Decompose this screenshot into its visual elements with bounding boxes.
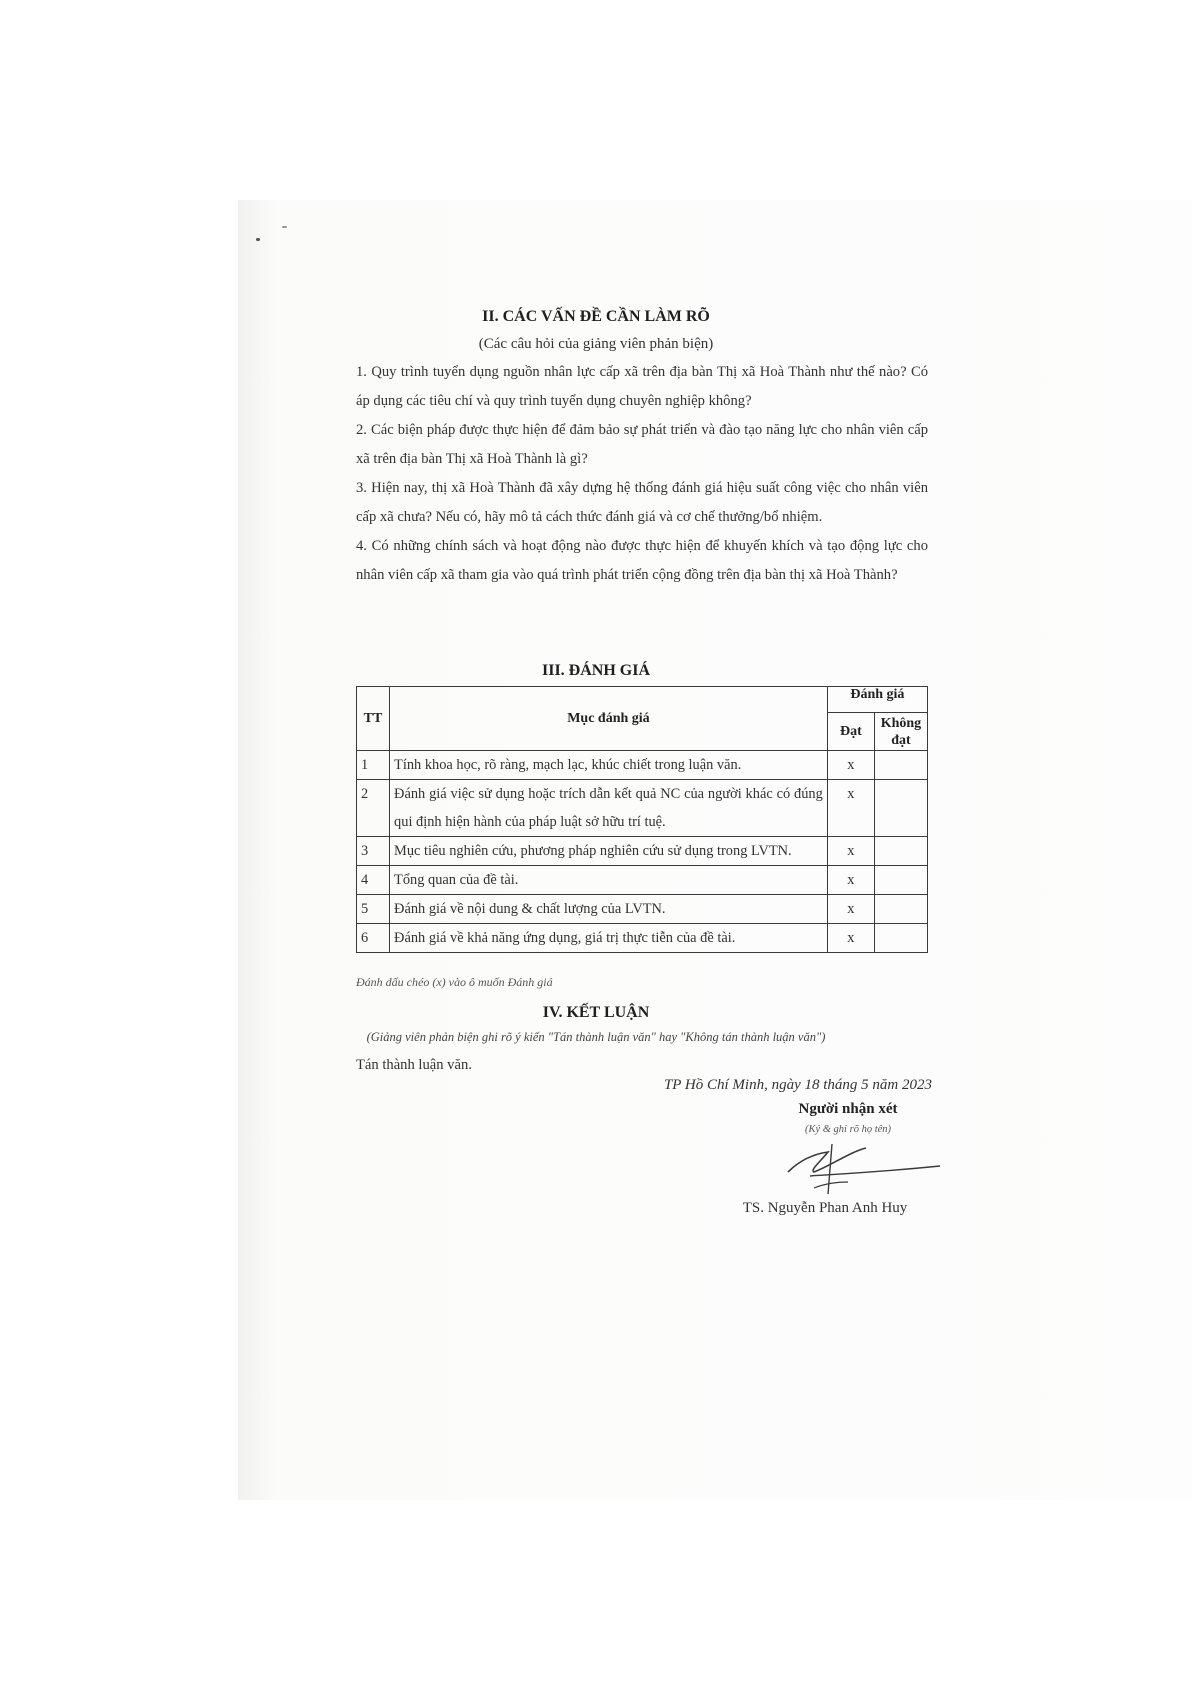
row-dat: x (827, 895, 874, 924)
row-dat: x (827, 751, 874, 780)
row-dat: x (827, 924, 874, 953)
row-item: Đánh giá việc sử dụng hoặc trích dẫn kết quả NC của người khác có đúng qui định hiện hành của pháp luật sở hữu trí tuệ. (390, 780, 828, 837)
row-number: 2 (357, 780, 390, 837)
table-row (357, 751, 928, 780)
row-number: 5 (357, 895, 390, 924)
signer-name: TS. Nguyễn Phan Anh Huy (742, 1200, 908, 1216)
table-row (357, 924, 928, 953)
signer-title: Người nhận xét (798, 1101, 898, 1117)
table-row (357, 837, 928, 866)
questions-list (356, 358, 928, 590)
row-khong-dat (874, 895, 927, 924)
table-row (357, 780, 928, 837)
row-dat: x (827, 866, 874, 895)
header-dat: Đạt (827, 713, 874, 751)
row-khong-dat (874, 837, 927, 866)
section-3-title: III. ĐÁNH GIÁ (541, 662, 650, 679)
row-number: 6 (357, 924, 390, 953)
row-item: Tính khoa học, rõ ràng, mạch lạc, khúc chiết trong luận văn. (390, 751, 828, 780)
handwritten-signature (770, 1132, 950, 1202)
section-2-subtitle: (Các câu hỏi của giảng viên phản biện) (478, 336, 714, 352)
row-khong-dat (874, 924, 927, 953)
row-dat: x (827, 780, 874, 837)
question-item: 2. Các biện pháp được thực hiện để đảm bảo sự phát triển và đào tạo năng lực cho nhân viên cấp xã trên địa bàn Thị xã Hoà Thành là gì? (356, 422, 928, 467)
section-4-title: IV. KẾT LUẬN (542, 1004, 650, 1021)
table-row (357, 866, 928, 895)
signer-note: (Ký & ghi rõ họ tên) (804, 1124, 892, 1135)
row-khong-dat (874, 780, 927, 837)
row-item: Đánh giá về khả năng ứng dụng, giá trị thực tiễn của đề tài. (390, 924, 828, 953)
table-note: Đánh dấu chéo (x) vào ô muốn Đánh giá (356, 975, 553, 989)
evaluation-table (356, 686, 928, 953)
conclusion-text: Tán thành luận văn. (356, 1057, 472, 1073)
row-dat: x (827, 837, 874, 866)
date-line: TP Hồ Chí Minh, ngày 18 tháng 5 năm 2023 (663, 1077, 932, 1093)
question-item: 3. Hiện nay, thị xã Hoà Thành đã xây dựng hệ thống đánh giá hiệu suất công việc cho nhân viên cấp xã chưa? Nếu có, hãy mô tả cách thức đánh giá và cơ chế thưởng/bổ nhiệm. (356, 480, 928, 525)
row-khong-dat (874, 866, 927, 895)
row-number: 1 (357, 751, 390, 780)
row-number: 3 (357, 837, 390, 866)
header-tt: TT (357, 687, 390, 751)
header-group: Đánh giá (827, 687, 927, 713)
header-item: Mục đánh giá (390, 687, 828, 751)
row-khong-dat (874, 751, 927, 780)
conclusion-instruction: (Giảng viên phản biện ghi rõ ý kiến "Tán thành luận văn" hay "Không tán thành luận văn") (366, 1030, 826, 1044)
row-item: Mục tiêu nghiên cứu, phương pháp nghiên cứu sử dụng trong LVTN. (390, 837, 828, 866)
section-2-title: II. CÁC VẤN ĐỀ CẦN LÀM RÕ (482, 308, 710, 325)
question-item: 4. Có những chính sách và hoạt động nào được thực hiện để khuyến khích và tạo động lực cho nhân viên cấp xã tham gia vào quá trình phát triển cộng đồng trên địa bàn thị xã Hoà Thành? (356, 538, 928, 583)
row-number: 4 (357, 866, 390, 895)
table-row (357, 895, 928, 924)
row-item: Tổng quan của đề tài. (390, 866, 828, 895)
row-item: Đánh giá về nội dung & chất lượng của LVTN. (390, 895, 828, 924)
header-khong-dat: Không đạt (874, 713, 927, 751)
question-item: 1. Quy trình tuyển dụng nguồn nhân lực cấp xã trên địa bàn Thị xã Hoà Thành như thế nào? Có áp dụng các tiêu chí và quy trình tuyển dụng chuyên nghiệp không? (356, 364, 928, 409)
